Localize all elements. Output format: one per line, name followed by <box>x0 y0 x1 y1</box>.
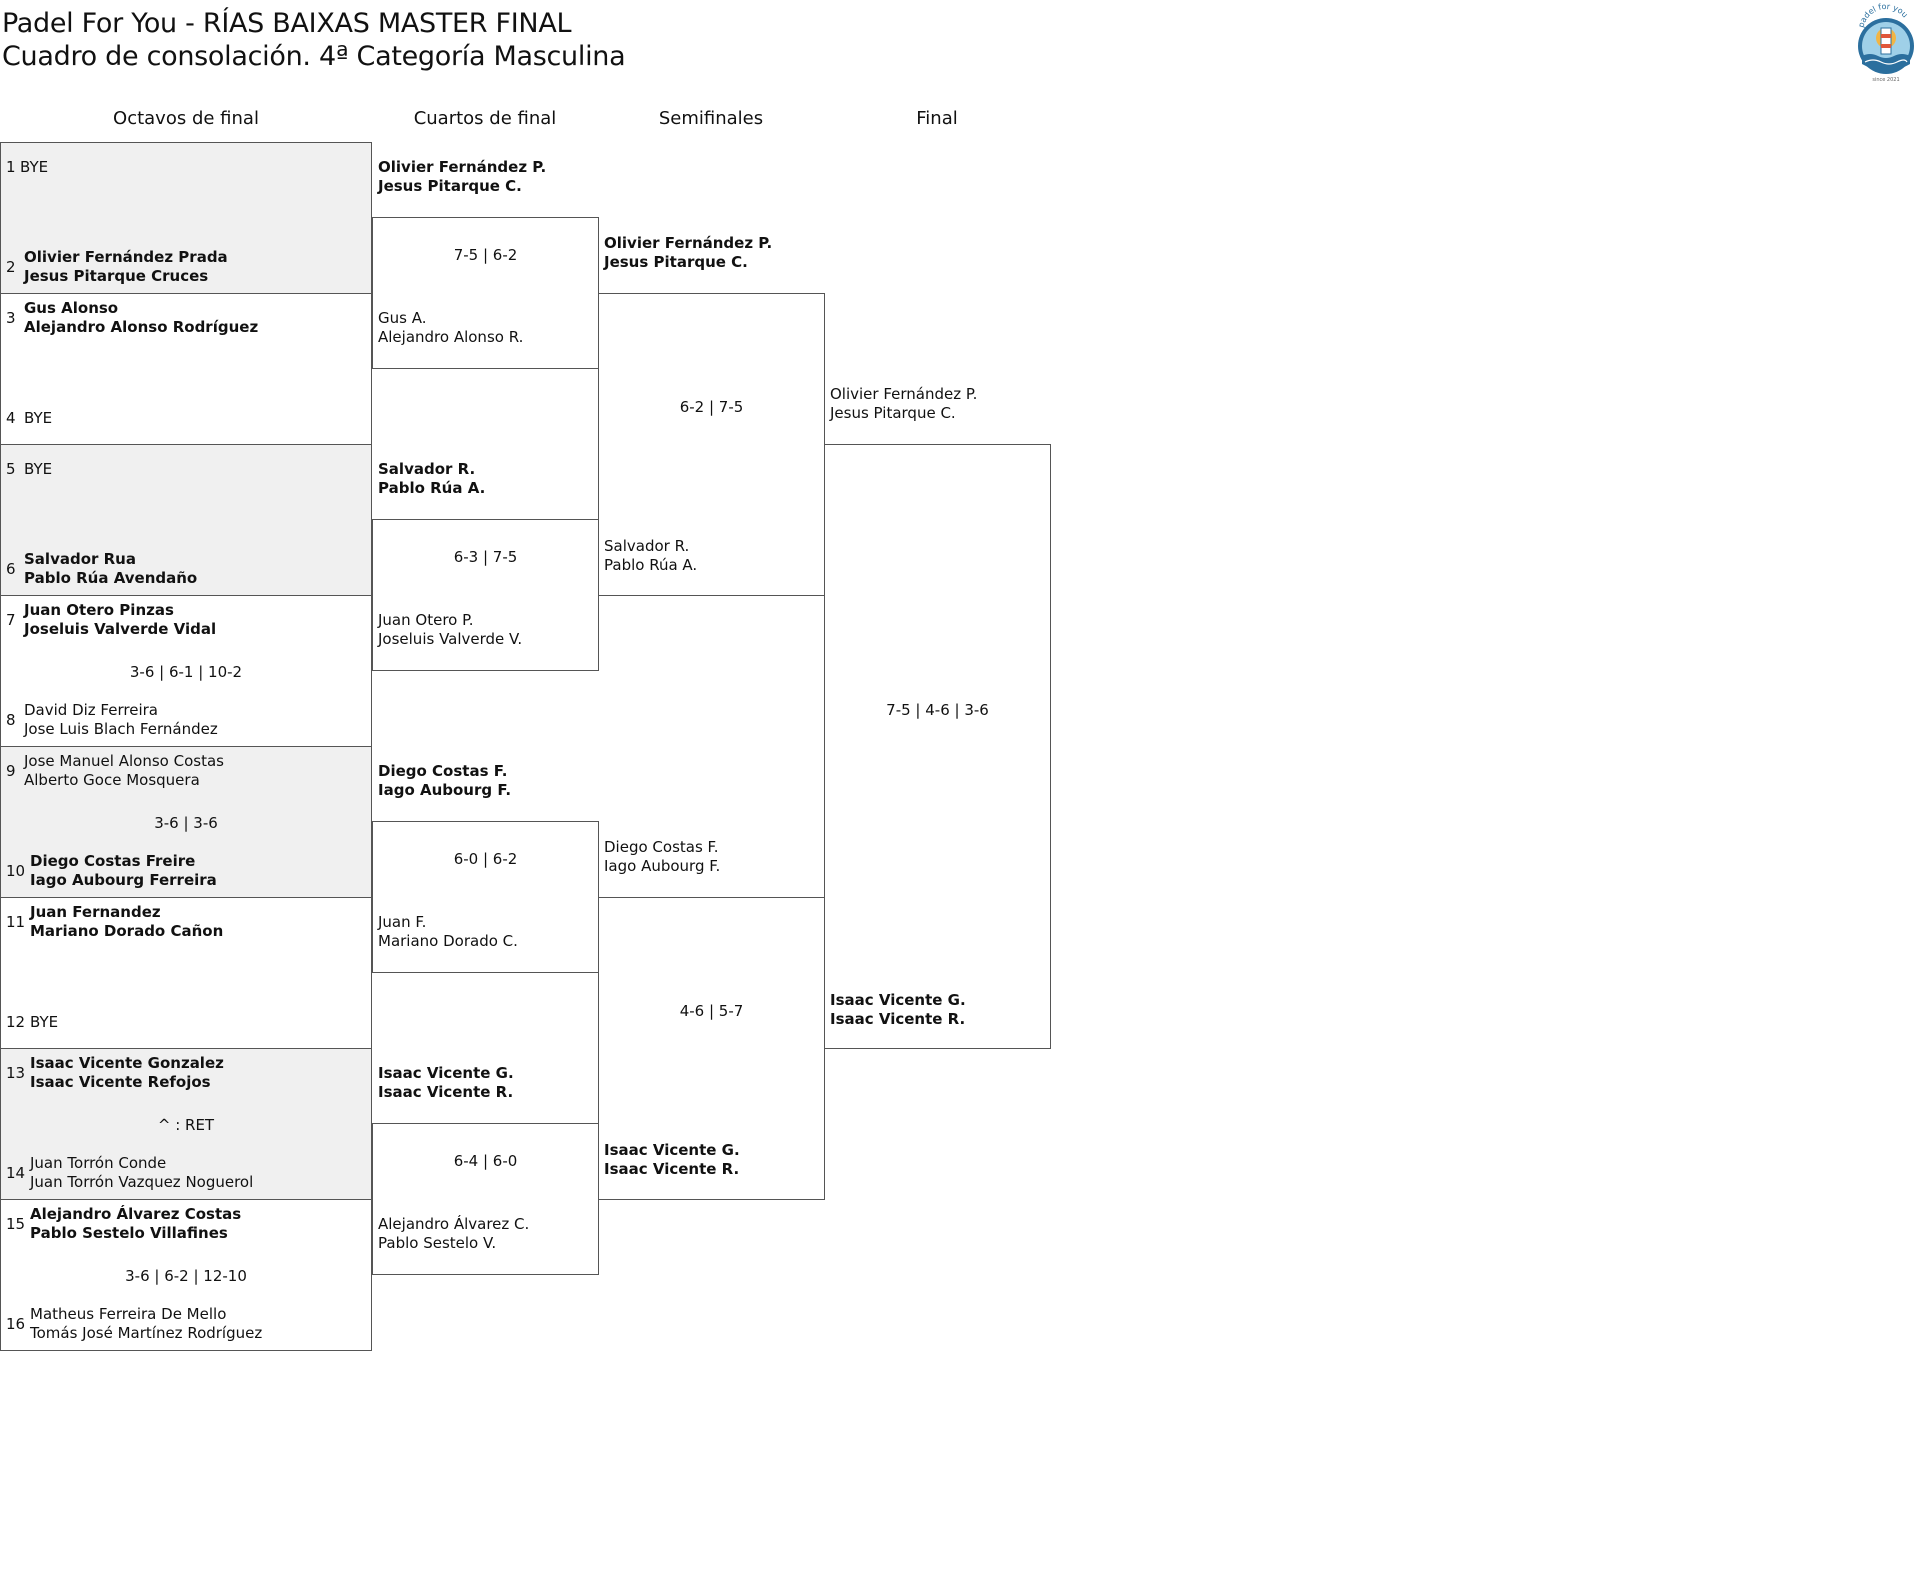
team-entry <box>30 1154 253 1192</box>
seed-number: 3 <box>6 309 16 327</box>
match-score: 3-6 | 6-1 | 10-2 <box>129 663 243 681</box>
player-name: Pablo Rúa A. <box>604 556 698 574</box>
seed-number: 7 <box>6 611 16 629</box>
team-entry <box>30 903 223 941</box>
player-name: Pablo Sestelo Villafines <box>30 1224 228 1242</box>
player-name: Gus A. <box>378 309 427 327</box>
player-name: Alejandro Alonso Rodríguez <box>24 318 259 336</box>
match-score: ^ : RET <box>157 1116 215 1134</box>
padel-for-you-logo <box>1855 2 1917 82</box>
seed-number: 12 <box>6 1013 26 1031</box>
match-score: 6-3 | 7-5 <box>453 548 518 566</box>
team-entry <box>378 913 518 951</box>
player-name: Salvador R. <box>604 537 690 555</box>
team-entry <box>378 1215 529 1253</box>
player-name: Iago Aubourg F. <box>604 857 721 875</box>
seed-number: 1 <box>6 158 16 176</box>
match-score: 3-6 | 3-6 <box>154 814 218 832</box>
team-entry <box>378 762 511 800</box>
team-entry <box>24 248 228 286</box>
team-entry <box>378 1064 514 1102</box>
draw-subtitle: Cuadro de consolación. 4ª Categoría Masculina <box>2 41 626 72</box>
team-entry <box>24 701 218 739</box>
logo-arc-text: padel for you <box>1856 2 1910 29</box>
seed-number: 9 <box>6 762 16 780</box>
player-name: Joseluis Valverde Vidal <box>24 620 217 638</box>
bye-slot: BYE <box>24 409 53 427</box>
seed-number: 2 <box>6 258 16 276</box>
player-name: Juan Otero Pinzas <box>24 601 174 619</box>
player-name: Olivier Fernández P. <box>830 385 978 403</box>
player-name: David Diz Ferreira <box>24 701 158 719</box>
team-entry <box>24 752 224 790</box>
player-name: Diego Costas Freire <box>30 852 196 870</box>
player-name: Jesus Pitarque Cruces <box>24 267 209 285</box>
player-name: Diego Costas F. <box>604 838 719 856</box>
team-entry <box>24 601 216 639</box>
round-header-semifinales: Semifinales <box>658 108 764 129</box>
team-entry <box>604 838 720 876</box>
seed-number: 13 <box>6 1064 26 1082</box>
player-name: Jesus Pitarque C. <box>830 404 956 422</box>
team-entry <box>30 1054 224 1092</box>
player-name: Alejandro Álvarez C. <box>378 1215 530 1233</box>
seed-number: 11 <box>6 913 26 931</box>
match-score: 3-6 | 6-2 | 12-10 <box>125 1267 247 1285</box>
player-name: Isaac Vicente Refojos <box>30 1073 211 1091</box>
player-name: Alejandro Álvarez Costas <box>30 1205 242 1223</box>
match-score: 4-6 | 5-7 <box>679 1002 744 1020</box>
player-name: Olivier Fernández P. <box>378 158 547 176</box>
player-name: Isaac Vicente G. <box>604 1141 740 1159</box>
player-name: Jesus Pitarque C. <box>378 177 522 195</box>
seed-number: 14 <box>6 1164 26 1182</box>
player-name: Pablo Sestelo V. <box>378 1234 497 1252</box>
team-entry <box>378 309 523 347</box>
finalist-entry <box>830 991 966 1029</box>
player-name: Joseluis Valverde V. <box>378 630 523 648</box>
seed-number: 15 <box>6 1215 26 1233</box>
tournament-title: Padel For You - RÍAS BAIXAS MASTER FINAL <box>2 8 572 39</box>
match-score: 6-2 | 7-5 <box>679 398 744 416</box>
seed-number: 8 <box>6 711 16 729</box>
team-entry <box>378 158 546 196</box>
player-name: Juan F. <box>378 913 427 931</box>
team-entry <box>604 1141 740 1179</box>
team-entry <box>24 299 258 337</box>
player-name: Alejandro Alonso R. <box>378 328 524 346</box>
match-score: 6-4 | 6-0 <box>453 1152 518 1170</box>
player-name: Isaac Vicente R. <box>378 1083 514 1101</box>
player-name: Juan Otero P. <box>378 611 474 629</box>
player-name: Isaac Vicente R. <box>830 1010 966 1028</box>
match-score: 6-0 | 6-2 <box>453 850 518 868</box>
team-entry <box>604 537 697 575</box>
match-box-final <box>824 444 1051 1049</box>
player-name: Pablo Rúa Avendaño <box>24 569 198 587</box>
team-entry <box>378 460 485 498</box>
logo-bottom-text: since 2021 <box>1872 77 1900 82</box>
round-header-cuartos: Cuartos de final <box>413 108 557 129</box>
player-name: Juan Torrón Conde <box>30 1154 167 1172</box>
round-header-octavos: Octavos de final <box>113 108 259 129</box>
player-name: Gus Alonso <box>24 299 119 317</box>
player-name: Salvador Rua <box>24 550 136 568</box>
player-name: Jesus Pitarque C. <box>604 253 748 271</box>
player-name: Juan Torrón Vazquez Noguerol <box>30 1173 254 1191</box>
player-name: Matheus Ferreira De Mello <box>30 1305 227 1323</box>
player-name: Jose Luis Blach Fernández <box>24 720 218 738</box>
player-name: Isaac Vicente R. <box>604 1160 740 1178</box>
seed-number: 4 <box>6 409 16 427</box>
player-name: Olivier Fernández P. <box>604 234 773 252</box>
player-name: Diego Costas F. <box>378 762 508 780</box>
player-name: Iago Aubourg F. <box>378 781 512 799</box>
seed-number: 16 <box>6 1315 26 1333</box>
player-name: Tomás José Martínez Rodríguez <box>30 1324 263 1342</box>
player-name: Iago Aubourg Ferreira <box>30 871 217 889</box>
player-name: Salvador R. <box>378 460 476 478</box>
team-entry <box>30 1305 262 1343</box>
bye-slot: BYE <box>20 158 49 176</box>
team-entry <box>24 550 197 588</box>
seed-number: 10 <box>6 862 26 880</box>
round-header-final: Final <box>916 108 958 129</box>
player-name: Jose Manuel Alonso Costas <box>24 752 224 770</box>
player-name: Juan Fernandez <box>30 903 161 921</box>
finalist-entry <box>830 385 977 423</box>
match-score: 7-5 | 6-2 <box>453 246 518 264</box>
seed-number: 6 <box>6 560 16 578</box>
team-entry <box>378 611 522 649</box>
bye-slot: BYE <box>30 1013 59 1031</box>
player-name: Pablo Rúa A. <box>378 479 486 497</box>
team-entry <box>604 234 772 272</box>
player-name: Isaac Vicente G. <box>378 1064 514 1082</box>
bye-slot: BYE <box>24 460 53 478</box>
player-name: Isaac Vicente Gonzalez <box>30 1054 224 1072</box>
player-name: Isaac Vicente G. <box>830 991 966 1009</box>
player-name: Mariano Dorado Cañon <box>30 922 224 940</box>
player-name: Alberto Goce Mosquera <box>24 771 200 789</box>
seed-number: 5 <box>6 460 16 478</box>
player-name: Mariano Dorado C. <box>378 932 518 950</box>
team-entry <box>30 852 217 890</box>
player-name: Olivier Fernández Prada <box>24 248 228 266</box>
final-score: 7-5 | 4-6 | 3-6 <box>886 701 989 719</box>
team-entry <box>30 1205 241 1243</box>
